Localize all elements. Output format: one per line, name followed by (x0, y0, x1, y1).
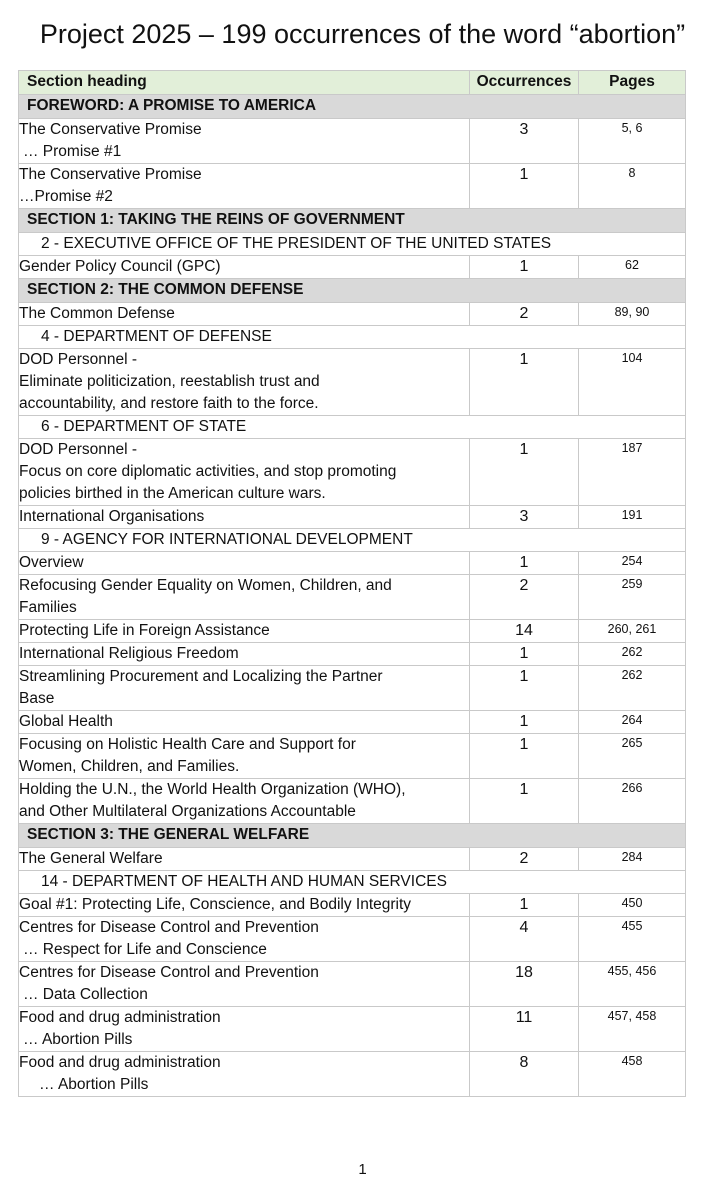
occurrences-cell: 1 (470, 894, 579, 917)
section-heading: SECTION 1: TAKING THE REINS OF GOVERNMENT (19, 209, 686, 233)
column-header-section: Section heading (19, 71, 470, 95)
table-row (19, 779, 686, 824)
table-row (19, 1007, 686, 1052)
section-heading-row (19, 824, 686, 848)
occurrences-cell: 11 (470, 1007, 579, 1052)
entry-name-cell (19, 711, 470, 734)
entry-name-cell (19, 848, 470, 871)
pages-cell: 266 (579, 779, 686, 824)
entry-name-cell (19, 119, 470, 164)
entry-name-cell (19, 643, 470, 666)
pages-cell: 265 (579, 734, 686, 779)
table-body (19, 95, 686, 1097)
column-header-pages: Pages (579, 71, 686, 95)
table-header-row (19, 71, 686, 95)
pages-cell: 458 (579, 1052, 686, 1097)
entry-title: Overview (19, 554, 84, 571)
occurrences-cell: 1 (470, 643, 579, 666)
entry-subtitle: Base (19, 690, 55, 707)
pages-cell: 259 (579, 575, 686, 620)
subsection-heading: 9 - AGENCY FOR INTERNATIONAL DEVELOPMENT (19, 529, 686, 552)
entry-name-cell (19, 256, 470, 279)
entry-name-cell (19, 894, 470, 917)
subsection-heading: 2 - EXECUTIVE OFFICE OF THE PRESIDENT OF THE UNITED STATES (19, 233, 686, 256)
entry-title: The Conservative Promise (19, 121, 202, 138)
table-row (19, 894, 686, 917)
entry-name-cell (19, 1007, 470, 1052)
section-heading: FOREWORD: A PROMISE TO AMERICA (19, 95, 686, 119)
entry-name-cell (19, 962, 470, 1007)
entry-name-cell (19, 1052, 470, 1097)
entry-title: Focusing on Holistic Health Care and Support for (19, 736, 356, 753)
column-header-occurrences: Occurrences (470, 71, 579, 95)
entry-title: Food and drug administration (19, 1054, 221, 1071)
entry-title: DOD Personnel - (19, 441, 138, 458)
occurrences-cell: 4 (470, 917, 579, 962)
occurrences-cell: 1 (470, 164, 579, 209)
entry-name-cell (19, 620, 470, 643)
entry-subtitle: … Promise #1 (23, 143, 122, 160)
table-row (19, 552, 686, 575)
pages-cell: 262 (579, 643, 686, 666)
occurrences-cell: 2 (470, 848, 579, 871)
entry-name-cell (19, 506, 470, 529)
entry-name-cell (19, 552, 470, 575)
pages-cell: 254 (579, 552, 686, 575)
occurrences-cell: 2 (470, 575, 579, 620)
section-heading-row (19, 209, 686, 233)
subsection-heading: 6 - DEPARTMENT OF STATE (19, 416, 686, 439)
section-heading-row (19, 95, 686, 119)
table-row (19, 1052, 686, 1097)
table-row (19, 962, 686, 1007)
entry-title: Food and drug administration (19, 1009, 221, 1026)
pages-cell: 450 (579, 894, 686, 917)
entry-subtitle: Families (19, 599, 77, 616)
occurrences-cell: 1 (470, 349, 579, 416)
subsection-heading: 4 - DEPARTMENT OF DEFENSE (19, 326, 686, 349)
occurrences-cell: 3 (470, 119, 579, 164)
entry-title: Holding the U.N., the World Health Organization (WHO), (19, 781, 406, 798)
table-row (19, 164, 686, 209)
subsection-heading-row (19, 233, 686, 256)
entry-subtitle: Women, Children, and Families. (19, 758, 240, 775)
table-row (19, 303, 686, 326)
entry-title: International Religious Freedom (19, 645, 239, 662)
entry-name-cell (19, 779, 470, 824)
subsection-heading: 14 - DEPARTMENT OF HEALTH AND HUMAN SERVICES (19, 871, 686, 894)
entry-title: Protecting Life in Foreign Assistance (19, 622, 270, 639)
entry-subtitle: Focus on core diplomatic activities, and stop promoting (19, 463, 397, 480)
section-heading: SECTION 3: THE GENERAL WELFARE (19, 824, 686, 848)
section-heading: SECTION 2: THE COMMON DEFENSE (19, 279, 686, 303)
pages-cell: 455 (579, 917, 686, 962)
table-row (19, 620, 686, 643)
entry-subtitle: Eliminate politicization, reestablish trust and (19, 373, 320, 390)
pages-cell: 5, 6 (579, 119, 686, 164)
occurrences-cell: 1 (470, 666, 579, 711)
occurrences-cell: 18 (470, 962, 579, 1007)
table-row (19, 734, 686, 779)
table-row (19, 506, 686, 529)
table-row (19, 917, 686, 962)
table-row (19, 256, 686, 279)
table-row (19, 575, 686, 620)
occurrences-cell: 2 (470, 303, 579, 326)
entry-subtitle: … Data Collection (23, 986, 148, 1003)
pages-cell: 191 (579, 506, 686, 529)
occurrences-cell: 14 (470, 620, 579, 643)
table-row (19, 848, 686, 871)
occurrences-cell: 1 (470, 734, 579, 779)
entry-title: DOD Personnel - (19, 351, 138, 368)
entry-title: Global Health (19, 713, 113, 730)
entry-title: Centres for Disease Control and Prevention (19, 964, 319, 981)
table-row (19, 666, 686, 711)
table-row (19, 119, 686, 164)
occurrences-cell: 1 (470, 439, 579, 506)
entry-title: Goal #1: Protecting Life, Conscience, and Bodily Integrity (19, 896, 412, 913)
entry-name-cell (19, 575, 470, 620)
pages-cell: 62 (579, 256, 686, 279)
occurrences-cell: 3 (470, 506, 579, 529)
pages-cell: 187 (579, 439, 686, 506)
entry-title: Centres for Disease Control and Prevention (19, 919, 319, 936)
subsection-heading-row (19, 871, 686, 894)
entry-name-cell (19, 917, 470, 962)
entry-name-cell (19, 734, 470, 779)
entry-subtitle: policies birthed in the American culture wars. (19, 485, 326, 502)
entry-title: Refocusing Gender Equality on Women, Children, and (19, 577, 392, 594)
pages-cell: 455, 456 (579, 962, 686, 1007)
table-row (19, 439, 686, 506)
occurrences-table (18, 70, 686, 1097)
table-row (19, 711, 686, 734)
pages-cell: 89, 90 (579, 303, 686, 326)
section-heading-row (19, 279, 686, 303)
entry-name-cell (19, 164, 470, 209)
entry-name-cell (19, 303, 470, 326)
pages-cell: 264 (579, 711, 686, 734)
entry-title: The Conservative Promise (19, 166, 202, 183)
entry-name-cell (19, 666, 470, 711)
subsection-heading-row (19, 529, 686, 552)
table-row (19, 349, 686, 416)
entry-name-cell (19, 439, 470, 506)
entry-subtitle: accountability, and restore faith to the force. (19, 395, 319, 412)
occurrences-cell: 1 (470, 256, 579, 279)
entry-title: Streamlining Procurement and Localizing the Partner (19, 668, 383, 685)
entry-subtitle: …Promise #2 (19, 188, 113, 205)
page-number: 1 (358, 1161, 367, 1178)
occurrences-cell: 1 (470, 711, 579, 734)
occurrences-cell: 8 (470, 1052, 579, 1097)
entry-title: The General Welfare (19, 850, 163, 867)
page-title: Project 2025 – 199 occurrences of the word “abortion” (39, 19, 686, 49)
entry-title: Gender Policy Council (GPC) (19, 258, 221, 275)
occurrences-cell: 1 (470, 552, 579, 575)
table-row (19, 643, 686, 666)
entry-subtitle: and Other Multilateral Organizations Accountable (19, 803, 356, 820)
entry-subtitle: … Abortion Pills (23, 1031, 133, 1048)
subsection-heading-row (19, 326, 686, 349)
occurrences-cell: 1 (470, 779, 579, 824)
subsection-heading-row (19, 416, 686, 439)
pages-cell: 104 (579, 349, 686, 416)
entry-subtitle: … Respect for Life and Conscience (23, 941, 267, 958)
entry-name-cell (19, 349, 470, 416)
entry-title: International Organisations (19, 508, 205, 525)
pages-cell: 284 (579, 848, 686, 871)
pages-cell: 262 (579, 666, 686, 711)
pages-cell: 8 (579, 164, 686, 209)
entry-subtitle: … Abortion Pills (39, 1076, 149, 1093)
pages-cell: 260, 261 (579, 620, 686, 643)
pages-cell: 457, 458 (579, 1007, 686, 1052)
entry-title: The Common Defense (19, 305, 175, 322)
